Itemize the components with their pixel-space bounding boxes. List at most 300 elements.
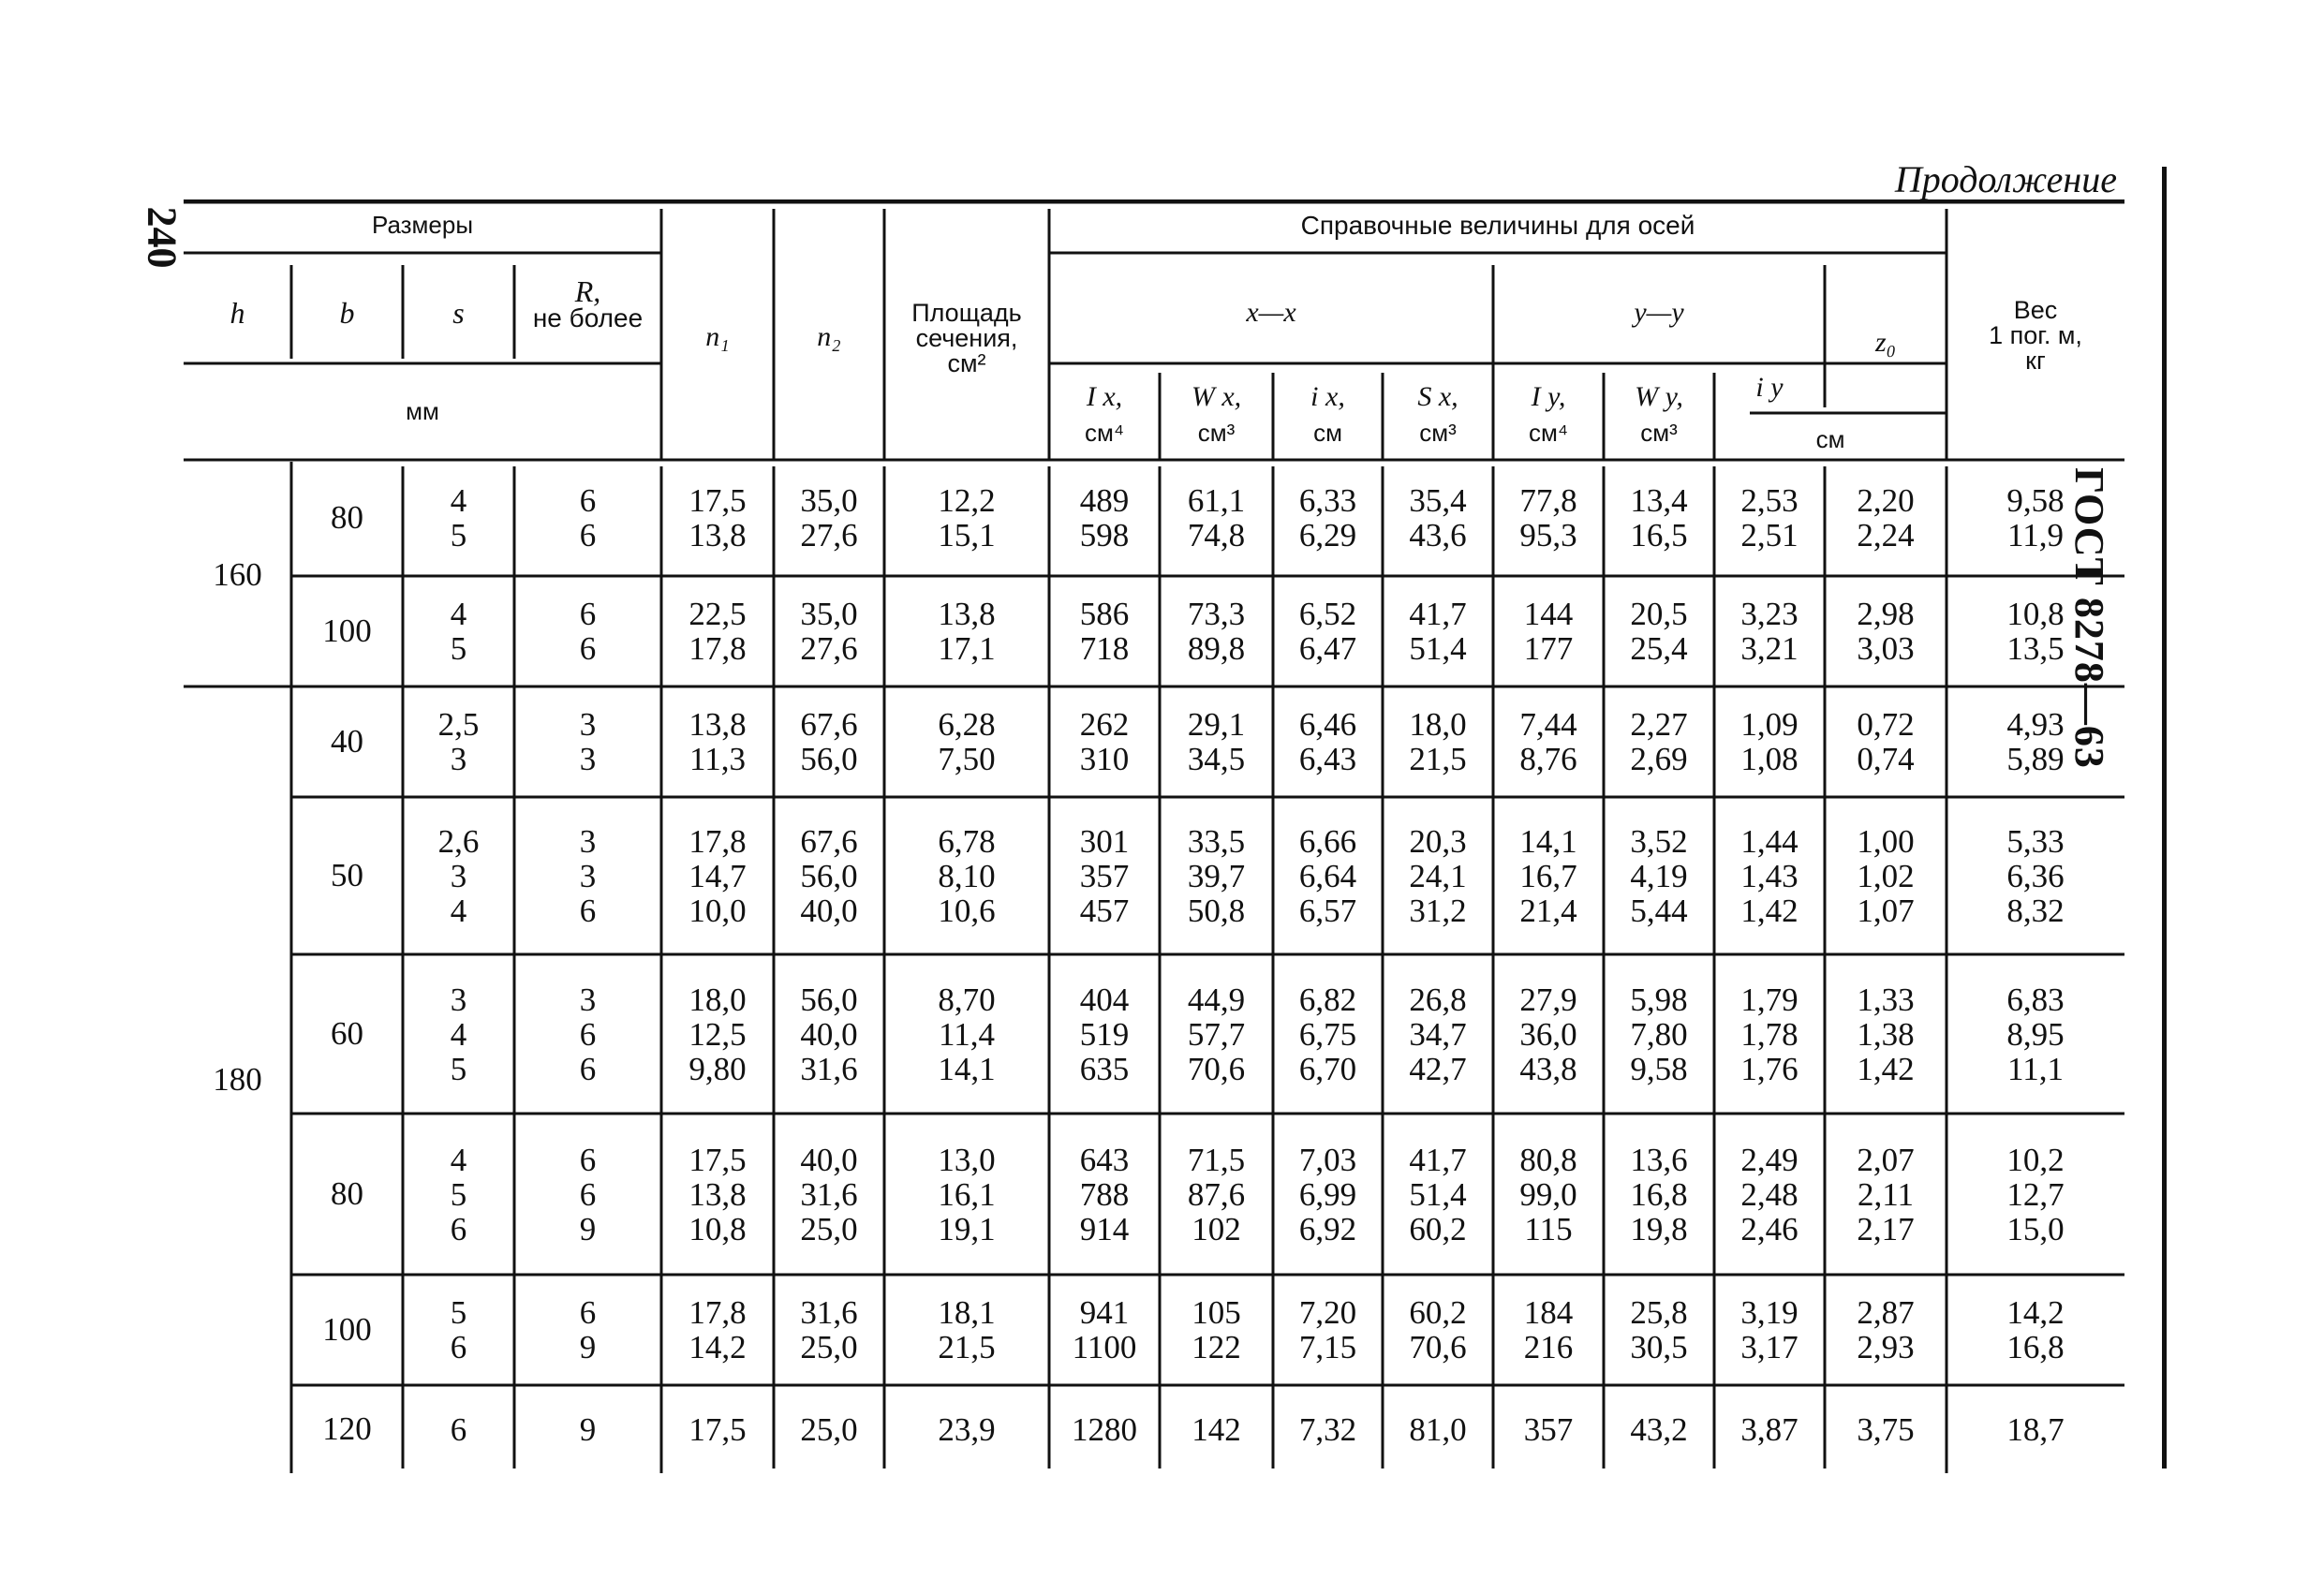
- cell-column-s: [403, 824, 514, 928]
- table-cell: 5: [450, 630, 467, 667]
- table-cell: 2,27: [1630, 706, 1688, 743]
- cell-column-weight: [1947, 982, 2124, 1086]
- table-cell: 3,87: [1740, 1410, 1799, 1448]
- table-cell: 9: [579, 1210, 597, 1247]
- table-cell: 16,8: [1630, 1175, 1688, 1213]
- cell-column-wy: [1604, 1143, 1714, 1247]
- table-cell: 6: [579, 517, 597, 553]
- table-cell: 22,5: [688, 596, 747, 632]
- table-cell: 2,87: [1857, 1294, 1915, 1331]
- table-cell: 8,70: [938, 981, 996, 1018]
- cell-column-wx: [1160, 982, 1273, 1086]
- table-cell: 788: [1079, 1175, 1130, 1213]
- table-cell: 10,6: [938, 892, 996, 929]
- table-cell: 6,82: [1298, 981, 1357, 1018]
- table-cell: 81,0: [1409, 1410, 1467, 1448]
- table-cell: 2,69: [1630, 741, 1688, 777]
- table-cell: 77,8: [1519, 482, 1577, 519]
- table-cell: 457: [1079, 892, 1130, 929]
- cell-column-iy-radius: [1714, 707, 1825, 776]
- header-axis-yy: y—y: [1634, 297, 1684, 328]
- table-cell: 56,0: [800, 741, 858, 777]
- table-cell: 13,0: [938, 1141, 996, 1178]
- cell-column-sx: [1383, 597, 1493, 666]
- table-cell: 718: [1079, 630, 1130, 667]
- table-cell: 13,6: [1630, 1141, 1688, 1178]
- cell-column-r: [514, 824, 661, 928]
- cell-column-wx: [1160, 597, 1273, 666]
- table-cell: 56,0: [800, 857, 858, 894]
- table-cell: 11,1: [2007, 1050, 2064, 1087]
- table-cell: 31,6: [800, 1050, 858, 1087]
- cell-column-wx: [1160, 824, 1273, 928]
- table-cell: 102: [1192, 1210, 1241, 1247]
- table-cell: 3: [579, 741, 597, 777]
- cell-column-s: [403, 982, 514, 1086]
- table-cell: 7,32: [1298, 1410, 1357, 1448]
- table-cell: 5,33: [2006, 822, 2065, 860]
- cell-column-z0: [1825, 707, 1947, 776]
- table-cell: 10,8: [688, 1210, 747, 1247]
- b-value: 80: [331, 1175, 363, 1212]
- table-cell: 6: [579, 1015, 597, 1053]
- cell-column-n2: [774, 483, 884, 553]
- cell-column-iy-moment: [1493, 1412, 1604, 1447]
- b-value: 40: [331, 723, 363, 760]
- cell-column-n2: [774, 1295, 884, 1365]
- table-cell: 17,8: [688, 630, 747, 667]
- header-ix-moment: I x,: [1086, 381, 1123, 412]
- cell-column-weight: [1947, 1295, 2124, 1365]
- table-cell: 67,6: [800, 822, 858, 860]
- table-cell: 2,07: [1857, 1141, 1915, 1178]
- table-cell: 67,6: [800, 706, 858, 743]
- table-cell: 14,7: [688, 857, 747, 894]
- table-cell: 21,5: [938, 1329, 996, 1365]
- cell-column-n2: [774, 597, 884, 666]
- table-cell: 3: [579, 706, 597, 743]
- right-border-line: [2162, 167, 2167, 1469]
- table-cell: 914: [1079, 1210, 1130, 1247]
- table-cell: 2,6: [437, 822, 480, 860]
- table-cell: 216: [1523, 1329, 1574, 1365]
- table-cell: 27,9: [1519, 981, 1577, 1018]
- table-cell: 105: [1192, 1294, 1241, 1331]
- table-cell: 99,0: [1519, 1175, 1577, 1213]
- table-cell: 941: [1079, 1294, 1130, 1331]
- table-cell: 12,2: [938, 482, 996, 519]
- table-cell: 6,57: [1298, 892, 1357, 929]
- cell-column-n2: [774, 707, 884, 776]
- b-value: 50: [331, 857, 363, 893]
- cell-column-iy-radius: [1714, 824, 1825, 928]
- table-cell: 7,80: [1630, 1015, 1688, 1053]
- cell-column-ix-moment: [1049, 824, 1160, 928]
- cell-column-area: [884, 1412, 1049, 1447]
- table-cell: 8,95: [2006, 1015, 2065, 1053]
- b-value: 100: [322, 1311, 372, 1348]
- table-cell: 3: [579, 857, 597, 894]
- cell-column-ix-radius: [1273, 1143, 1383, 1247]
- table-cell: 184: [1523, 1294, 1574, 1331]
- table-cell: 6: [579, 482, 597, 519]
- table-cell: 6: [579, 596, 597, 632]
- table-cell: 6,52: [1298, 596, 1357, 632]
- table-cell: 177: [1523, 630, 1574, 667]
- continuation-label: Продолжение: [1894, 158, 2117, 200]
- table-cell: 586: [1079, 596, 1130, 632]
- table-cell: 5: [450, 1050, 467, 1087]
- table-cell: 2,48: [1740, 1175, 1799, 1213]
- table-cell: 1,78: [1740, 1015, 1799, 1053]
- table-cell: 4,19: [1630, 857, 1688, 894]
- table-cell: 13,8: [688, 706, 747, 743]
- header-area-1: Площадь: [911, 299, 1022, 327]
- header-b: b: [339, 296, 355, 330]
- cell-column-n2: [774, 1412, 884, 1447]
- table-cell: 404: [1079, 981, 1130, 1018]
- cell-column-sx: [1383, 982, 1493, 1086]
- table-cell: 34,7: [1409, 1015, 1467, 1053]
- b-value: 120: [322, 1410, 372, 1447]
- cell-column-r: [514, 1143, 661, 1247]
- cell-column-iy-moment: [1493, 707, 1604, 776]
- table-cell: 310: [1079, 741, 1130, 777]
- table-cell: 40,0: [800, 1141, 858, 1178]
- cell-column-area: [884, 982, 1049, 1086]
- cell-column-area: [884, 824, 1049, 928]
- cell-column-z0: [1825, 1412, 1947, 1447]
- header-sizes: Размеры: [371, 211, 474, 239]
- table-cell: 74,8: [1187, 517, 1246, 553]
- cell-column-ix-moment: [1049, 1143, 1160, 1247]
- data-table: [184, 199, 2124, 1473]
- table-cell: 2,5: [437, 706, 480, 743]
- cell-column-sx: [1383, 707, 1493, 776]
- table-cell: 5: [450, 1294, 467, 1331]
- table-cell: 21,5: [1409, 741, 1467, 777]
- table-cell: 2,46: [1740, 1210, 1799, 1247]
- table-cell: 1100: [1072, 1329, 1137, 1365]
- table-cell: 18,1: [938, 1294, 996, 1331]
- h-value-160: 160: [213, 556, 262, 593]
- cell-column-r: [514, 982, 661, 1086]
- cell-column-s: [403, 1412, 514, 1447]
- table-cell: 15,0: [2006, 1210, 2065, 1247]
- table-cell: 6,28: [938, 706, 996, 743]
- table-cell: 6,47: [1298, 630, 1357, 667]
- table-cell: 3: [579, 981, 597, 1018]
- table-cell: 1,33: [1857, 981, 1915, 1018]
- cell-column-wx: [1160, 483, 1273, 553]
- table-cell: 61,1: [1187, 482, 1246, 519]
- cell-column-s: [403, 707, 514, 776]
- table-cell: 4: [450, 1015, 467, 1053]
- table-cell: 519: [1079, 1015, 1130, 1053]
- table-cell: 6,75: [1298, 1015, 1357, 1053]
- table-cell: 6,83: [2006, 981, 2065, 1018]
- table-cell: 17,8: [688, 1294, 747, 1331]
- table-cell: 3,21: [1740, 630, 1799, 667]
- table-cell: 2,98: [1857, 596, 1915, 632]
- table-cell: 25,0: [800, 1410, 858, 1448]
- table-cell: 5: [450, 1175, 467, 1213]
- table-cell: 25,4: [1630, 630, 1688, 667]
- cell-column-ix-radius: [1273, 982, 1383, 1086]
- cell-column-iy-moment: [1493, 824, 1604, 928]
- cell-column-wy: [1604, 1295, 1714, 1365]
- cell-column-iy-moment: [1493, 982, 1604, 1086]
- cell-column-s: [403, 1143, 514, 1247]
- table-cell: 2,49: [1740, 1141, 1799, 1178]
- cell-column-area: [884, 483, 1049, 553]
- table-cell: 4: [450, 892, 467, 929]
- header-weight-3: кг: [2025, 347, 2046, 375]
- table-cell: 23,9: [938, 1410, 996, 1448]
- cell-column-iy-radius: [1714, 483, 1825, 553]
- cell-column-s: [403, 1295, 514, 1365]
- table-cell: 33,5: [1187, 822, 1246, 860]
- table-cell: 16,5: [1630, 517, 1688, 553]
- cell-column-s: [403, 597, 514, 666]
- cell-column-iy-moment: [1493, 1143, 1604, 1247]
- table-cell: 9,80: [688, 1050, 747, 1087]
- table-cell: 24,1: [1409, 857, 1467, 894]
- cell-column-ix-radius: [1273, 707, 1383, 776]
- table-cell: 1,38: [1857, 1015, 1915, 1053]
- table-cell: 6,66: [1298, 822, 1357, 860]
- table-cell: 29,1: [1187, 706, 1246, 743]
- table-cell: 17,8: [688, 822, 747, 860]
- table-cell: 1,42: [1740, 892, 1799, 929]
- cell-column-z0: [1825, 824, 1947, 928]
- cell-column-ix-radius: [1273, 1295, 1383, 1365]
- table-cell: 4: [450, 1141, 467, 1178]
- table-cell: 18,7: [2006, 1410, 2065, 1448]
- cell-column-wx: [1160, 1295, 1273, 1365]
- table-cell: 10,2: [2006, 1141, 2065, 1178]
- table-cell: 6,70: [1298, 1050, 1357, 1087]
- table-cell: 3,52: [1630, 822, 1688, 860]
- table-cell: 13,8: [938, 596, 996, 632]
- table-cell: 1,00: [1857, 822, 1915, 860]
- table-cell: 7,15: [1298, 1329, 1357, 1365]
- table-cell: 6: [450, 1210, 467, 1247]
- cell-column-s: [403, 483, 514, 553]
- cell-column-weight: [1947, 1412, 2124, 1447]
- table-cell: 42,7: [1409, 1050, 1467, 1087]
- table-cell: 144: [1523, 596, 1574, 632]
- table-cell: 18,0: [688, 981, 747, 1018]
- cell-column-weight: [1947, 1143, 2124, 1247]
- table-cell: 11,4: [939, 1015, 995, 1053]
- table-cell: 4: [450, 596, 467, 632]
- table-cell: 40,0: [800, 1015, 858, 1053]
- table-cell: 489: [1079, 482, 1130, 519]
- gost-side-header: ГОСТ 8278—63: [2066, 467, 2112, 769]
- table-cell: 14,1: [938, 1050, 996, 1087]
- cell-column-sx: [1383, 824, 1493, 928]
- cell-column-iy-moment: [1493, 1295, 1604, 1365]
- table-cell: 70,6: [1187, 1050, 1246, 1087]
- table-cell: 6,78: [938, 822, 996, 860]
- table-cell: 25,0: [800, 1210, 858, 1247]
- cell-column-sx: [1383, 1295, 1493, 1365]
- table-cell: 1,43: [1740, 857, 1799, 894]
- cell-column-weight: [1947, 483, 2124, 553]
- cell-column-z0: [1825, 483, 1947, 553]
- page-number: 240: [139, 206, 185, 269]
- table-cell: 357: [1523, 1410, 1574, 1448]
- cell-column-r: [514, 1295, 661, 1365]
- table-cell: 41,7: [1409, 1141, 1467, 1178]
- table-cell: 635: [1079, 1050, 1130, 1087]
- header-sx: S x,: [1417, 381, 1458, 412]
- table-cell: 11,3: [689, 741, 746, 777]
- cell-column-n2: [774, 982, 884, 1086]
- table-cell: 357: [1079, 857, 1130, 894]
- header-n2: n₂: [817, 321, 841, 352]
- table-cell: 9: [579, 1329, 597, 1365]
- table-cell: 6: [579, 1141, 597, 1178]
- table-cell: 60,2: [1409, 1210, 1467, 1247]
- table-cell: 16,7: [1519, 857, 1577, 894]
- cell-column-area: [884, 1295, 1049, 1365]
- header-cm-shared: см: [1815, 425, 1845, 453]
- h-value-180: 180: [213, 1061, 262, 1098]
- table-cell: 19,1: [938, 1210, 996, 1247]
- table-cell: 31,6: [800, 1175, 858, 1213]
- table-cell: 8,76: [1519, 741, 1577, 777]
- cell-column-iy-radius: [1714, 1143, 1825, 1247]
- table-cell: 1,42: [1857, 1050, 1915, 1087]
- table-cell: 115: [1524, 1210, 1573, 1247]
- header-h: h: [229, 296, 245, 330]
- cell-column-wx: [1160, 1143, 1273, 1247]
- cell-column-r: [514, 597, 661, 666]
- cell-column-ix-moment: [1049, 982, 1160, 1086]
- table-cell: 31,2: [1409, 892, 1467, 929]
- table-cell: 27,6: [800, 630, 858, 667]
- cell-column-n1: [661, 824, 774, 928]
- cell-column-wy: [1604, 707, 1714, 776]
- header-z0: z₀: [1874, 327, 1897, 358]
- b-value: 100: [322, 613, 372, 649]
- cell-column-ix-moment: [1049, 1295, 1160, 1365]
- table-cell: 6,92: [1298, 1210, 1357, 1247]
- table-cell: 0,74: [1857, 741, 1915, 777]
- header-r-text: не более: [532, 303, 644, 332]
- table-cell: 8,10: [938, 857, 996, 894]
- header-sx-unit: см³: [1419, 419, 1457, 447]
- cell-column-weight: [1947, 597, 2124, 666]
- header-iy-radius: i y: [1755, 372, 1784, 403]
- table-cell: 4,93: [2006, 706, 2065, 743]
- table-cell: 35,0: [800, 482, 858, 519]
- cell-column-z0: [1825, 982, 1947, 1086]
- cell-column-wy: [1604, 483, 1714, 553]
- table-cell: 15,1: [938, 517, 996, 553]
- table-cell: 18,0: [1409, 706, 1467, 743]
- header-ix-radius-unit: см: [1313, 419, 1342, 447]
- table-cell: 1,44: [1740, 822, 1799, 860]
- table-cell: 35,0: [800, 596, 858, 632]
- table-cell: 57,7: [1187, 1015, 1246, 1053]
- table-cell: 3,19: [1740, 1294, 1799, 1331]
- cell-column-area: [884, 1143, 1049, 1247]
- table-cell: 643: [1079, 1141, 1130, 1178]
- header-wy-unit: см³: [1640, 419, 1678, 447]
- cell-column-ix-radius: [1273, 824, 1383, 928]
- table-cell: 35,4: [1409, 482, 1467, 519]
- header-iy-moment: I y,: [1531, 381, 1566, 412]
- cell-column-ix-radius: [1273, 597, 1383, 666]
- header-ref-values: Справочные величины для осей: [1300, 211, 1695, 240]
- table-cell: 9: [579, 1410, 597, 1448]
- table-cell: 6: [579, 1175, 597, 1213]
- header-s: s: [452, 296, 465, 330]
- table-cell: 19,8: [1630, 1210, 1688, 1247]
- table-cell: 14,2: [688, 1329, 747, 1365]
- table-cell: 43,6: [1409, 517, 1467, 553]
- table-cell: 50,8: [1187, 892, 1246, 929]
- cell-column-ix-radius: [1273, 483, 1383, 553]
- cell-column-iy-radius: [1714, 597, 1825, 666]
- table-cell: 39,7: [1187, 857, 1246, 894]
- cell-column-wy: [1604, 597, 1714, 666]
- table-cell: 6: [450, 1410, 467, 1448]
- table-cell: 5,89: [2006, 741, 2065, 777]
- header-wy: W y,: [1635, 381, 1683, 412]
- table-cell: 21,4: [1519, 892, 1577, 929]
- table-cell: 1,07: [1857, 892, 1915, 929]
- table-cell: 2,51: [1740, 517, 1799, 553]
- cell-column-n1: [661, 483, 774, 553]
- table-cell: 31,6: [800, 1294, 858, 1331]
- header-area-2: сечения,: [915, 324, 1018, 352]
- table-cell: 3: [579, 822, 597, 860]
- cell-column-area: [884, 707, 1049, 776]
- table-cell: 3,75: [1857, 1410, 1915, 1448]
- table-cell: 8,32: [2006, 892, 2065, 929]
- table-cell: 0,72: [1857, 706, 1915, 743]
- cell-column-wx: [1160, 707, 1273, 776]
- table-cell: 3,03: [1857, 630, 1915, 667]
- table-cell: 51,4: [1409, 1175, 1467, 1213]
- table-cell: 43,2: [1630, 1410, 1688, 1448]
- table-cell: 43,8: [1519, 1050, 1577, 1087]
- table-cell: 6,29: [1298, 517, 1357, 553]
- table-cell: 2,17: [1857, 1210, 1915, 1247]
- table-cell: 44,9: [1187, 981, 1246, 1018]
- table-cell: 80,8: [1519, 1141, 1577, 1178]
- table-cell: 87,6: [1187, 1175, 1246, 1213]
- cell-column-wy: [1604, 982, 1714, 1086]
- table-cell: 6,64: [1298, 857, 1357, 894]
- cell-column-ix-moment: [1049, 707, 1160, 776]
- header-wx-unit: см³: [1197, 419, 1236, 447]
- table-cell: 7,50: [938, 741, 996, 777]
- table-cell: 11,9: [2007, 517, 2064, 553]
- table-cell: 17,5: [688, 1410, 747, 1448]
- table-cell: 20,3: [1409, 822, 1467, 860]
- table-cell: 9,58: [2006, 482, 2065, 519]
- table-cell: 7,03: [1298, 1141, 1357, 1178]
- cell-column-n1: [661, 1412, 774, 1447]
- table-cell: 30,5: [1630, 1329, 1688, 1365]
- cell-column-sx: [1383, 1143, 1493, 1247]
- cell-column-ix-moment: [1049, 1412, 1160, 1447]
